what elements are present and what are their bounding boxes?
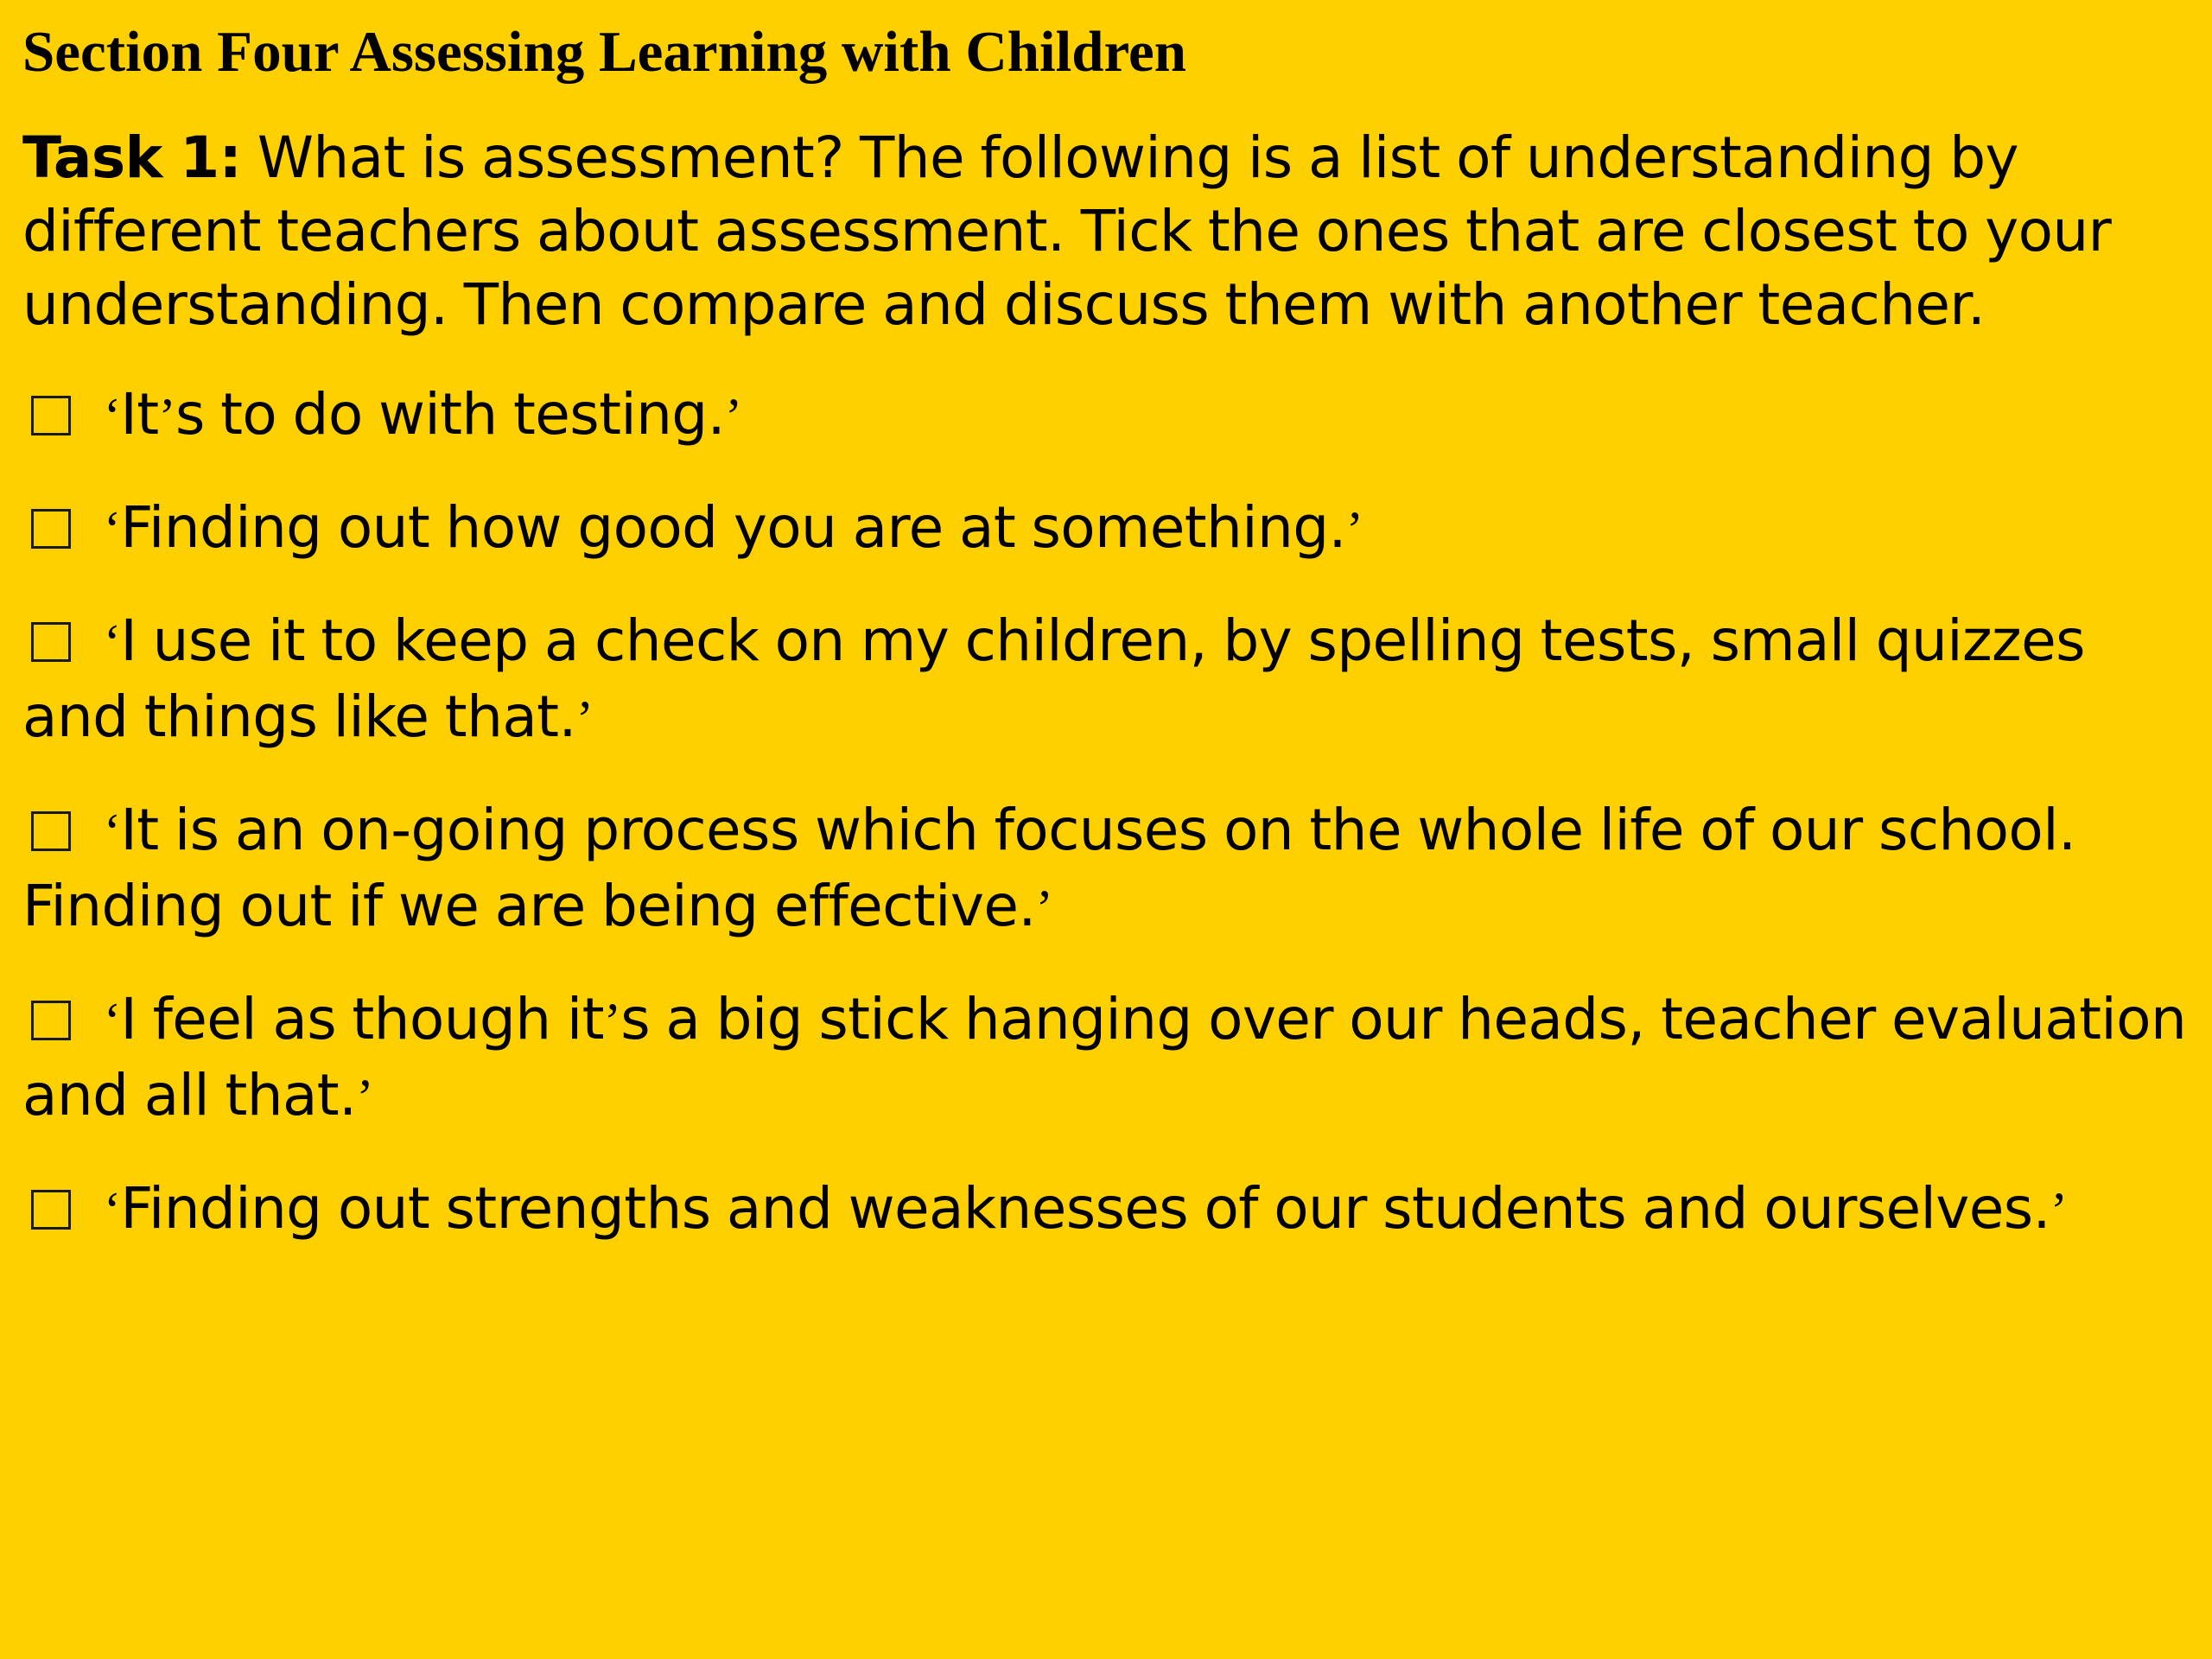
empty-checkbox-icon[interactable] [31,811,71,851]
apostrophe: ’ [158,388,175,445]
close-quote: ’ [725,388,742,445]
item-text: s a big stick hanging over our heads, teacher evaluation and all that. [22,986,2187,1128]
empty-checkbox-icon[interactable] [31,509,71,549]
close-quote: ’ [575,690,594,747]
checklist-item [22,604,2191,756]
checklist [22,378,2190,1248]
open-quote: ‘ [104,614,121,671]
close-quote: ’ [1345,501,1363,558]
empty-checkbox-icon[interactable] [31,1190,71,1230]
empty-checkbox-icon[interactable] [31,396,71,435]
empty-checkbox-icon[interactable] [31,622,71,662]
close-quote: ’ [1035,880,1053,937]
open-quote: ‘ [104,1182,121,1239]
task-label: Task 1: [22,124,242,191]
empty-checkbox-icon[interactable] [31,1001,71,1040]
item-text: It [120,381,159,448]
close-quote: ’ [356,1069,373,1126]
checklist-item [22,378,2191,454]
open-quote: ‘ [104,501,121,558]
page-title: Section Four Assessing Learning with Children [22,20,1187,84]
open-quote: ‘ [104,993,121,1050]
open-quote: ‘ [104,804,121,861]
item-text: Finding out how good you are at something. [120,494,1346,561]
item-text: It is an on-going process which focuses on the whole life of our school. Finding out if we are being effective. [22,797,2076,939]
task-text: What is assessment? The following is a list of understanding by different teachers about assessment. Tick the ones that are closest to your understanding. Then compare and discuss them with another teacher. [22,124,2112,338]
checklist-item [22,1172,2191,1248]
checklist-item [22,491,2191,567]
open-quote: ‘ [104,388,121,445]
item-text: I feel as though it [120,986,604,1052]
item-text: s to do with testing. [175,381,725,448]
apostrophe: ’ [603,993,621,1050]
checklist-item [22,982,2191,1135]
item-text: I use it to keep a check on my children, by spelling tests, small quizzes and things like that. [22,607,2085,750]
task-instructions [22,121,2183,341]
close-quote: ’ [2050,1182,2068,1239]
item-text: Finding out strengths and weaknesses of our students and ourselves. [120,1175,2050,1242]
checklist-item [22,793,2191,945]
